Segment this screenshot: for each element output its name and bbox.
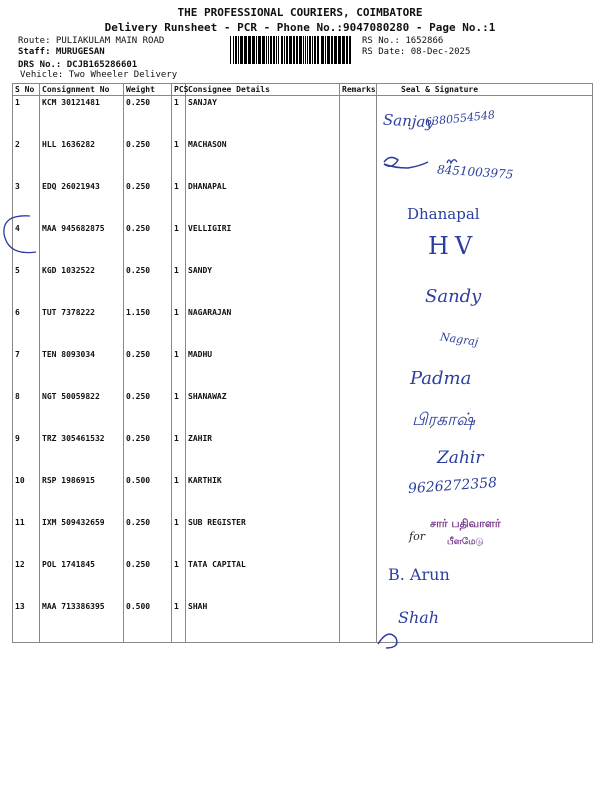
barcode-bar [270,36,272,64]
rs-date: RS Date: 08-Dec-2025 [362,47,471,57]
barcode-bar [321,36,324,64]
barcode-bar [299,36,302,64]
col-pcs: PCS [172,84,186,96]
cell-consignee: VELLIGIRI [186,222,340,264]
cell-remarks [340,264,377,306]
cell-sno: 2 [13,138,40,180]
cell-consignee: SANJAY [186,96,340,139]
staff-label: Staff: MURUGESAN [18,47,105,57]
cell-weight: 0.250 [124,432,172,474]
barcode-bar [262,36,265,64]
cell-remarks [340,180,377,222]
cell-sno: 4 [13,222,40,264]
signature-machason-phone: 8451003975 [436,162,514,182]
barcode-bar [289,36,292,64]
signature-velligiri: HV [428,232,479,260]
barcode-bar [276,36,277,64]
cell-consignment: EDQ 26021943 [40,180,124,222]
signature-sanjay: Sanjay [382,110,435,132]
cell-signature [377,306,593,348]
cell-consignment: KCM 30121481 [40,96,124,139]
table-header-row [13,84,593,96]
barcode-bar [240,36,243,64]
cell-consignment: POL 1741845 [40,558,124,600]
barcode-bar [252,36,255,64]
barcode-bar [235,36,237,64]
cell-sno: 11 [13,516,40,558]
barcode-bar [248,36,251,64]
signature-shah: Shah [398,608,440,627]
cell-pcs: 1 [172,474,186,516]
cell-consignment: RSP 1986915 [40,474,124,516]
signature-nagarajan: Nagraj [439,330,480,349]
cell-remarks [340,600,377,643]
cell-consignment: KGD 1032522 [40,264,124,306]
cell-remarks [340,390,377,432]
barcode-bar [346,36,348,64]
barcode-bar [258,36,261,64]
barcode-bar [325,36,326,64]
barcode-bar [296,36,298,64]
cell-consignment: NGT 50059822 [40,390,124,432]
cell-weight: 0.250 [124,222,172,264]
cell-consignee: SUB REGISTER [186,516,340,558]
cell-sno: 13 [13,600,40,643]
cell-weight: 0.250 [124,138,172,180]
stamp-sub-registrar: சார் பதிவாளர் [430,517,501,530]
cell-weight: 0.250 [124,516,172,558]
cell-consignee: NAGARAJAN [186,306,340,348]
cell-remarks [340,222,377,264]
barcode-bar [317,36,319,64]
cell-consignee: ZAHIR [186,432,340,474]
cell-remarks [340,138,377,180]
cell-consignee: SANDY [186,264,340,306]
table-row [13,306,593,348]
cell-remarks [340,96,377,139]
col-consignment: Consignment No [40,84,124,96]
barcode-bar [342,36,345,64]
cell-consignee: SHANAWAZ [186,390,340,432]
barcode-bar [284,36,285,64]
barcode-bar [256,36,257,64]
cell-consignee: DHANAPAL [186,180,340,222]
cell-weight: 0.250 [124,96,172,139]
cell-remarks [340,558,377,600]
rs-number: RS No.: 1652866 [362,36,444,46]
barcode-bar [233,36,234,64]
table-row [13,432,593,474]
barcode-bar [331,36,333,64]
signature-sandy: Sandy [425,286,482,307]
signature-karthik: 9626272358 [407,474,498,498]
cell-pcs: 1 [172,306,186,348]
barcode-bar [338,36,341,64]
barcode-bar [327,36,330,64]
barcode-bar [307,36,308,64]
cell-pcs: 1 [172,264,186,306]
table-row [13,96,593,139]
barcode-bar [305,36,306,64]
barcode-bar [349,36,351,64]
col-consignee: Consignee Details [186,84,340,96]
signature-tata-capital: B. Arun [388,565,450,584]
barcode-bar [312,36,313,64]
barcode-bar [334,36,337,64]
col-sno: S No [13,84,40,96]
cell-sno: 9 [13,432,40,474]
cell-pcs: 1 [172,138,186,180]
table-row [13,474,593,516]
cell-remarks [340,474,377,516]
table-row [13,222,593,264]
table-row [13,180,593,222]
cell-consignee: MADHU [186,348,340,390]
cell-pcs: 1 [172,180,186,222]
cell-signature [377,264,593,306]
cell-sno: 12 [13,558,40,600]
cell-signature [377,390,593,432]
cell-sno: 6 [13,306,40,348]
cell-consignment: MAA 713386395 [40,600,124,643]
vehicle-label: Vehicle: Two Wheeler Delivery [20,70,178,80]
cell-signature [377,222,593,264]
cell-weight: 0.250 [124,264,172,306]
drs-label: DRS No.: DCJB165286601 [18,60,138,70]
cell-pcs: 1 [172,516,186,558]
cell-sno: 8 [13,390,40,432]
barcode-bar [268,36,269,64]
cell-consignment: TRZ 305461532 [40,432,124,474]
cell-weight: 1.150 [124,306,172,348]
cell-consignment: IXM 509432659 [40,516,124,558]
cell-consignment: TEN 8093034 [40,348,124,390]
barcode-bar [238,36,239,64]
table-row [13,600,593,643]
barcode-bar [314,36,316,64]
table-row [13,348,593,390]
cell-weight: 0.500 [124,474,172,516]
signature-shanawaz: பிரகாஷ் [412,410,476,430]
barcode-bar [266,36,267,64]
cell-remarks [340,432,377,474]
signature-sanjay-phone: 6380554548 [424,108,496,129]
cell-weight: 0.250 [124,180,172,222]
cell-signature [377,432,593,474]
barcode-bar [244,36,247,64]
barcode-bar [303,36,304,64]
route-label: Route: PULIAKULAM MAIN ROAD [18,36,165,46]
barcode [230,36,352,64]
cell-sno: 3 [13,180,40,222]
table-row [13,558,593,600]
table-row [13,264,593,306]
signature-madhu: Padma [410,368,472,389]
document-subtitle: Delivery Runsheet - PCR - Phone No.:9047080280 - Page No.:1 [104,21,496,34]
cell-remarks [340,306,377,348]
cell-sno: 1 [13,96,40,139]
col-weight: Weight [124,84,172,96]
stamp-peelamedu: பீளமேடு [447,537,484,547]
col-signature: Seal & Signature [377,84,593,96]
cell-consignee: TATA CAPITAL [186,558,340,600]
cell-weight: 0.250 [124,558,172,600]
signature-dhanapal: Dhanapal [407,205,480,223]
cell-consignee: KARTHIK [186,474,340,516]
cell-consignment: HLL 1636282 [40,138,124,180]
cell-pcs: 1 [172,348,186,390]
cell-consignee: MACHASON [186,138,340,180]
cell-sno: 5 [13,264,40,306]
cell-sno: 10 [13,474,40,516]
cell-weight: 0.250 [124,390,172,432]
cell-pcs: 1 [172,222,186,264]
cell-consignee: SHAH [186,600,340,643]
barcode-bar [278,36,279,64]
cell-pcs: 1 [172,600,186,643]
cell-pcs: 1 [172,96,186,139]
cell-remarks [340,348,377,390]
cell-consignment: MAA 945682875 [40,222,124,264]
cell-weight: 0.500 [124,600,172,643]
cell-sno: 7 [13,348,40,390]
cell-signature [377,348,593,390]
cell-remarks [340,516,377,558]
cell-pcs: 1 [172,432,186,474]
signature-zahir: Zahir [437,448,484,468]
table-row [13,390,593,432]
signature-for: for [409,530,425,543]
barcode-bar [293,36,295,64]
cell-pcs: 1 [172,390,186,432]
barcode-bar [309,36,311,64]
cell-pcs: 1 [172,558,186,600]
barcode-bar [281,36,283,64]
barcode-bar [286,36,288,64]
col-remarks: Remarks [340,84,377,96]
document-title: THE PROFESSIONAL COURIERS, COIMBATORE [177,6,423,19]
table-row [13,516,593,558]
barcode-bar [273,36,275,64]
barcode-bar [230,36,231,64]
cell-consignment: TUT 7378222 [40,306,124,348]
cell-weight: 0.250 [124,348,172,390]
